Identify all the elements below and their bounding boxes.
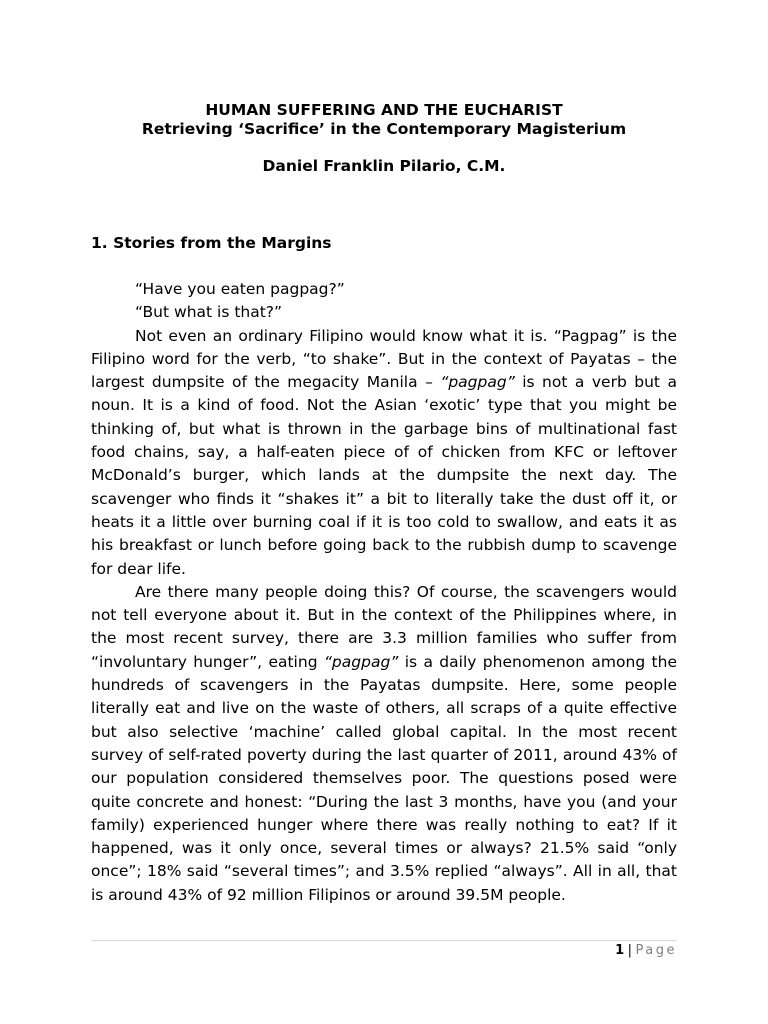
page-number: 1: [615, 943, 625, 958]
section-heading: 1. Stories from the Margins: [91, 234, 332, 252]
page-label: Page: [635, 943, 677, 958]
dialogue-line-2: “But what is that?”: [135, 303, 283, 322]
paragraph-2-emphasis: “pagpag”: [323, 652, 399, 671]
document-subtitle: Retrieving ‘Sacrifice’ in the Contemporary Magisterium: [141, 120, 627, 138]
footer-divider: [91, 940, 677, 941]
page-footer: [615, 942, 677, 960]
footer-separator: |: [627, 943, 633, 958]
author-name: Daniel Franklin Pilario, C.M.: [262, 157, 506, 175]
paragraph-1-part-b: is not a verb but a noun. It is a kind of food. Not the Asian ‘exotic’ type that you might be thinking of, but what is thrown in the garbage bins of multinational fast food chains, say, a half-eaten piece of of chicken from KFC or leftover McDonald’s burger, which lands at the dumpsite the next day. The scavenger who finds it “shakes it” a bit to literally take the dust off it, or heats it a little over burning coal if it is too cold to swallow, and eats it as his breakfast or lunch before going back to the rubbish dump to scavenge for dear life.: [91, 373, 677, 578]
paragraph-1-part-a: Not even an ordinary Filipino would know what it is. “Pagpag” is the Filipino word for the verb, “to shake”. But in the context of Payatas – the largest dumpsite of the megacity Manila –: [91, 326, 677, 392]
dialogue-line-1: “Have you eaten pagpag?”: [135, 280, 345, 298]
paragraph-1: [91, 325, 677, 581]
body-text: [91, 278, 677, 907]
paragraph-2: [91, 581, 677, 907]
paragraph-2-part-a: Are there many people doing this? Of course, the scavengers would not tell everyone about it. But in the context of the Philippines where, in the most recent survey, there are 3.3 million families who suffer from “involuntary hunger”, eating: [91, 582, 677, 671]
paragraph-1-emphasis: “pagpag”: [440, 373, 515, 392]
document-title: HUMAN SUFFERING AND THE EUCHARIST: [205, 101, 563, 119]
paragraph-2-part-b: is a daily phenomenon among the hundreds of scavengers in the Payatas dumpsite. Here, some people literally eat and live on the waste of others, all scraps of a quite effective but also selective ‘machine’ called global capital. In the most recent survey of self-rated poverty during the last quarter of 2011, around 43% of our population considered themselves poor. The questions posed were quite concrete and honest: “During the last 3 months, have you (and your family) experienced hunger where there was really nothing to eat? If it happened, was it only once, several times or always? 21.5% said “only once”; 18% said “several times”; and 3.5% replied “always”. All in all, that is around 43% of 92 million Filipinos or around 39.5M people.: [91, 652, 677, 904]
